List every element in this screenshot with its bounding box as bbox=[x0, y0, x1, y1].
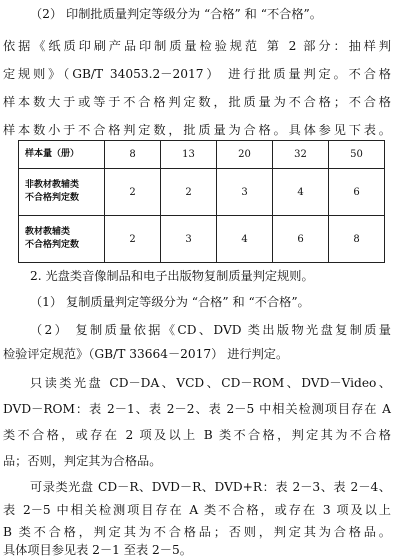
table-header-label: 样本量（册） bbox=[19, 141, 105, 169]
table-header-cell: 20 bbox=[217, 141, 273, 169]
text-line: 品；否则，判定其为合格品。 bbox=[3, 454, 162, 468]
table-cell: 2 bbox=[105, 169, 161, 216]
table-cell: 8 bbox=[329, 216, 385, 263]
table-row-label bbox=[19, 169, 105, 216]
text-line: 检验评定规范》（GB/T 33664－2017） 进行判定。 bbox=[3, 347, 289, 361]
text-line: （1） 复制质量判定等级分为 “合格” 和 “不合格”。 bbox=[30, 295, 310, 309]
table-row bbox=[19, 169, 385, 216]
text-line: （2） 复制质量依据《CD、DVD 类出版物光盘复制质量 bbox=[30, 323, 391, 337]
table-cell: 4 bbox=[273, 169, 329, 216]
table-cell: 2 bbox=[105, 216, 161, 263]
row-label-line: 不合格判定数 bbox=[25, 193, 80, 203]
table-cell: 3 bbox=[217, 169, 273, 216]
text-line: 具体项目参见表 2－1 至表 2－5。 bbox=[3, 543, 192, 557]
text-line: 样本数大于或等于不合格判定数，批质量为不合格；不合格 bbox=[3, 95, 391, 109]
text-line: 样本数小于不合格判定数，批质量为合格。具体参见下表。 bbox=[3, 123, 391, 137]
text-line: 依据《纸质印刷产品印制质量检验规范 第 2 部分：抽样判 bbox=[3, 39, 391, 53]
table-cell: 2 bbox=[161, 169, 217, 216]
text-line: 只读类光盘 CD－DA、VCD、CD－ROM、DVD－Video、 bbox=[30, 376, 391, 390]
text-line: 定规则》（GB/T 34053.2－2017） 进行批质量判定。不合格 bbox=[3, 67, 391, 81]
text-line: B 类不合格，判定其为不合格品；否则，判定其为合格品。 bbox=[3, 525, 391, 539]
text-line: DVD－ROM：表 2－1、表 2－2、表 2－5 中相关检测项目存在 A bbox=[3, 402, 391, 416]
table-header-cell: 8 bbox=[105, 141, 161, 169]
table-row-label bbox=[19, 216, 105, 263]
text-line: （2） 印制批质量判定等级分为 “合格” 和 “不合格”。 bbox=[30, 7, 322, 21]
table-header-row bbox=[19, 141, 385, 169]
row-label-line: 不合格判定数 bbox=[25, 240, 80, 250]
table-header-cell: 50 bbox=[329, 141, 385, 169]
text-line: 表 2－5 中相关检测项目存在 A 类不合格，或存在 3 项及以上 bbox=[3, 503, 391, 517]
row-label-line: 非教材教辅类 bbox=[25, 180, 80, 190]
table-cell: 4 bbox=[217, 216, 273, 263]
row-label-line: 教材教辅类 bbox=[25, 227, 71, 237]
text-line: 可录类光盘 CD－R、DVD－R、DVD+R：表 2－3、表 2－4、 bbox=[30, 480, 391, 494]
table-header-cell: 32 bbox=[273, 141, 329, 169]
judgment-table bbox=[18, 140, 385, 263]
table-cell: 6 bbox=[273, 216, 329, 263]
table-cell: 6 bbox=[329, 169, 385, 216]
table-cell: 3 bbox=[161, 216, 217, 263]
text-line: 类不合格，或存在 2 项及以上 B 类不合格，判定其为不合格 bbox=[3, 428, 391, 442]
text-line: 2. 光盘类音像制品和电子出版物复制质量判定规则。 bbox=[30, 269, 314, 283]
table-row bbox=[19, 216, 385, 263]
table-header-cell: 13 bbox=[161, 141, 217, 169]
